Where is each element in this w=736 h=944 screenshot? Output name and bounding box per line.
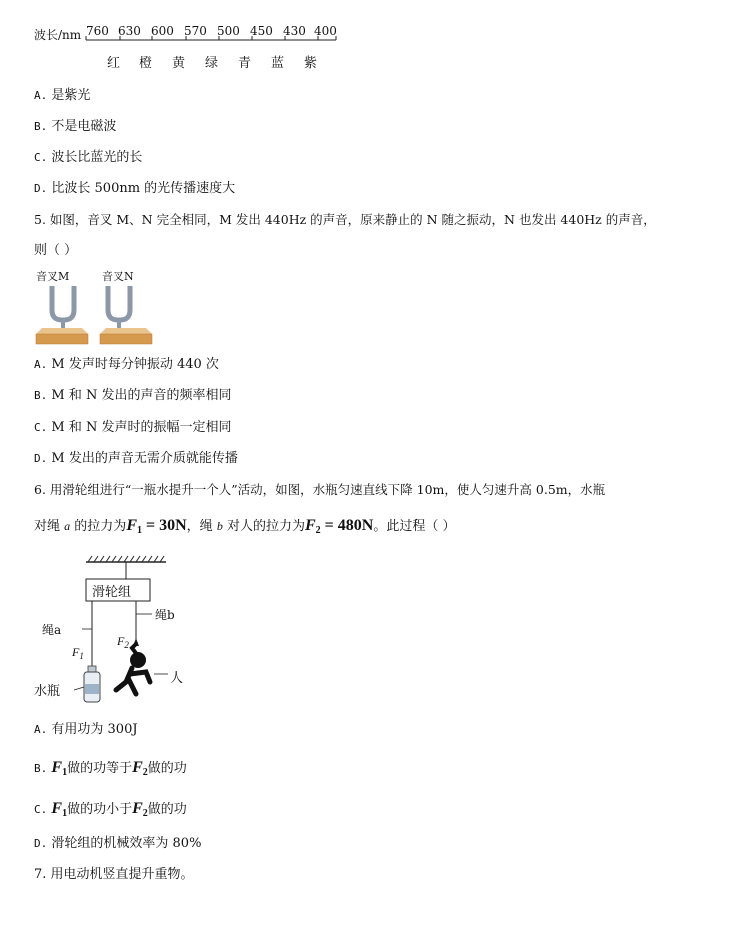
q5-option-b[interactable]: B. M 和 N 发出的声音的频率相同 — [34, 388, 232, 403]
rope-b-label: 绳b — [155, 608, 175, 622]
q6-option-c[interactable]: C. $F_1$做的功小于$F_2$做的功 — [34, 800, 187, 819]
fork-m-label: 音叉M — [36, 270, 70, 283]
tick-label: 600 — [151, 24, 174, 38]
q6-option-a[interactable]: A. 有用功为 300J — [34, 722, 138, 737]
f1-symbol: $F_1$ — [126, 517, 142, 536]
q5-stem-line1: 5. 如图，音叉 M、N 完全相同，M 发出 440Hz 的声音，原来静止的 N 随之振动，N 也发出 440Hz 的声音， — [34, 212, 656, 227]
q4-option-d[interactable]: D. 比波长 500nm 的光传播速度大 — [34, 181, 236, 196]
f1-label: $F_1$ — [72, 645, 84, 661]
bottle-label: 水瓶 — [34, 684, 61, 699]
tick-label: 630 — [118, 24, 141, 38]
q7-stem: 7. 用电动机竖直提升重物。 — [34, 867, 194, 882]
q6-stem-line2: 对绳 a 的拉力为$F_1 = 30N$，绳 b 对人的拉力为$F_2 = 480N$。此过程（ ） — [34, 517, 456, 536]
tick-label: 570 — [184, 24, 207, 38]
spectrum-axis-label: 波长/nm — [34, 28, 82, 42]
tuning-forks-icon — [30, 282, 160, 348]
person-label: 人 — [170, 671, 184, 686]
q5-option-d[interactable]: D. M 发出的声音无需介质就能传播 — [34, 451, 238, 466]
color-label: 橙 — [139, 56, 153, 71]
f2-symbol: $F_2$ — [304, 517, 321, 536]
color-label: 黄 — [172, 56, 186, 71]
tick-label: 400 — [314, 24, 337, 38]
color-label: 青 — [238, 56, 252, 71]
color-label: 红 — [107, 56, 121, 71]
q6-option-b[interactable]: B. $F_1$做的功等于$F_2$做的功 — [34, 759, 187, 778]
fork-n-label: 音叉N — [102, 270, 134, 283]
q4-option-c[interactable]: C. 波长比蓝光的长 — [34, 150, 143, 165]
rope-a-label: 绳a — [42, 623, 62, 637]
tick-label: 430 — [283, 24, 306, 38]
q4-option-a[interactable]: A. 是紫光 — [34, 88, 91, 103]
f2-label: $F_2$ — [117, 634, 129, 650]
q4-option-b[interactable]: B. 不是电磁波 — [34, 119, 117, 134]
q6-option-d[interactable]: D. 滑轮组的机械效率为 80% — [34, 836, 202, 851]
color-label: 紫 — [304, 56, 318, 71]
color-label: 蓝 — [271, 56, 285, 71]
q6-stem-line1: 6. 用滑轮组进行“一瓶水提升一个人”活动，如图，水瓶匀速直线下降 10m，使人匀速升高 0.5m，水瓶 — [34, 482, 606, 497]
tick-label: 500 — [217, 24, 240, 38]
tick-label: 450 — [250, 24, 273, 38]
pulley-label: 滑轮组 — [92, 585, 132, 600]
q5-option-a[interactable]: A. M 发声时每分钟振动 440 次 — [34, 357, 219, 372]
q5-option-c[interactable]: C. M 和 N 发声时的振幅一定相同 — [34, 420, 232, 435]
color-label: 绿 — [205, 56, 219, 71]
tick-label: 760 — [86, 24, 109, 38]
q5-stem-line2: 则（ ） — [34, 243, 78, 258]
